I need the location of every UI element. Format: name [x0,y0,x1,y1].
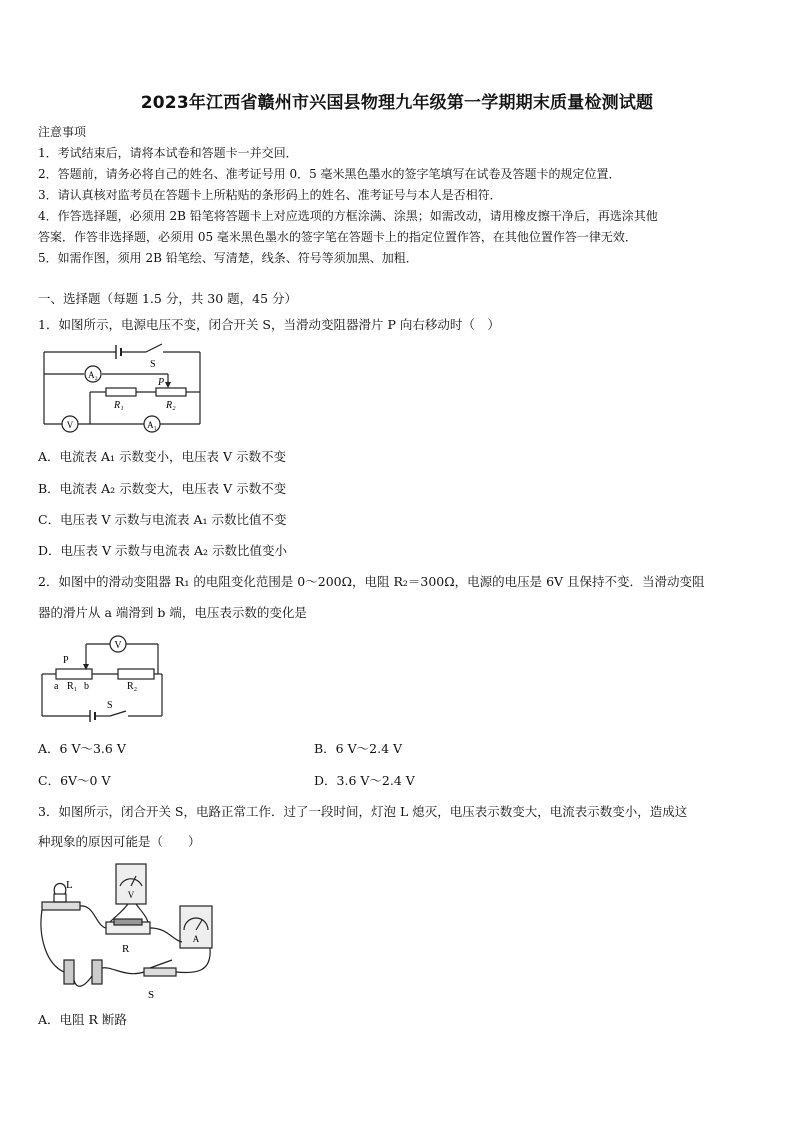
q3-bulb-label: L [66,879,73,891]
q1-option-c: C．电压表 V 示数与电流表 A₁ 示数比值不变 [38,512,287,527]
q2-stem-line2: 器的滑片从 a 端滑到 b 端，电压表示数的变化是 [38,605,307,620]
notice-item: 1．考试结束后，请将本试卷和答题卡一并交回． [38,146,298,160]
q1-r1-label: R₁ [114,400,124,411]
q2-a-label: a [54,681,59,692]
q3-r-label: R [122,943,130,955]
q2-option-a: A．6 V～3.6 V [38,741,126,756]
q2-circuit-diagram [38,632,168,724]
notice-item: 答案．作答非选择题，必须用 05 毫米黑色墨水的签字笔在答题卡上的指定位置作答，在其他位置作答一律无效． [38,230,637,244]
q1-v-label: V [66,420,74,430]
q3-v-label: V [127,890,135,900]
q2-p-label: P [63,655,69,666]
q1-option-a: A．电流表 A₁ 示数变小，电压表 V 示数不变 [38,449,286,464]
q3-option-a: A．电阻 R 断路 [38,1012,127,1027]
q3-a-label: A [192,934,200,944]
q3-stem-line1: 3．如图所示，闭合开关 S，电路正常工作．过了一段时间，灯泡 L 熄灭，电压表示数变大，电流表示数变小，造成这 [38,804,688,819]
q1-a1-label: A₁ [147,420,157,430]
q2-option-b: B．6 V～2.4 V [314,741,403,756]
notice-item: 5．如需作图，须用 2B 铅笔绘、写清楚，线条、符号等须加黑、加粗． [38,251,418,265]
q3-stem-line2: 种现象的原因可能是（ ） [38,834,201,849]
q2-switch-label: S [107,700,113,711]
q1-stem: 1．如图所示，电源电压不变，闭合开关 S，当滑动变阻器滑片 P 向右移动时（ ） [38,317,500,332]
q2-option-c: C．6V～0 V [38,773,111,788]
section-heading: 一、选择题（每题 1.5 分，共 30 题，45 分） [38,291,298,306]
q1-option-d: D．电压表 V 示数与电流表 A₂ 示数比值变小 [38,543,287,558]
page-title: 2023年江西省赣州市兴国县物理九年级第一学期期末质量检测试题 [140,93,654,113]
q2-option-d: D．3.6 V～2.4 V [314,773,415,788]
q1-circuit-diagram [38,340,208,440]
q2-r1-label: R₁ [67,681,78,692]
q3-circuit-picture [36,856,226,1004]
q1-r2-label: R₂ [166,400,176,411]
q2-v-label: V [114,640,122,651]
q1-switch-label: S [150,359,156,370]
q3-switch-label: S [148,989,155,1001]
notice-item: 2．答题前，请务必将自己的姓名、准考证号用 0．5 毫米黑色墨水的签字笔填写在试卷及答题卡的规定位置． [38,167,621,181]
notice-heading: 注意事项 [38,125,87,139]
notice-item: 4．作答选择题，必须用 2B 铅笔将答题卡上对应选项的方框涂满、涂黑；如需改动，请用橡皮擦干净后，再选涂其他 [38,209,658,223]
q1-a2-label: A₂ [88,370,98,380]
q1-p-label: P [158,377,165,388]
q2-stem-line1: 2．如图中的滑动变阻器 R₁ 的电阻变化范围是 0～200Ω，电阻 R₂＝300Ω，电源的电压是 6V 且保持不变．当滑动变阻 [38,574,705,589]
q2-b-label: b [84,681,89,692]
q1-option-b: B．电流表 A₂ 示数变大，电压表 V 示数不变 [38,481,287,496]
q2-r2-label: R₂ [127,681,138,692]
notice-item: 3．请认真核对监考员在答题卡上所粘贴的条形码上的姓名、准考证号与本人是否相符． [38,188,502,202]
